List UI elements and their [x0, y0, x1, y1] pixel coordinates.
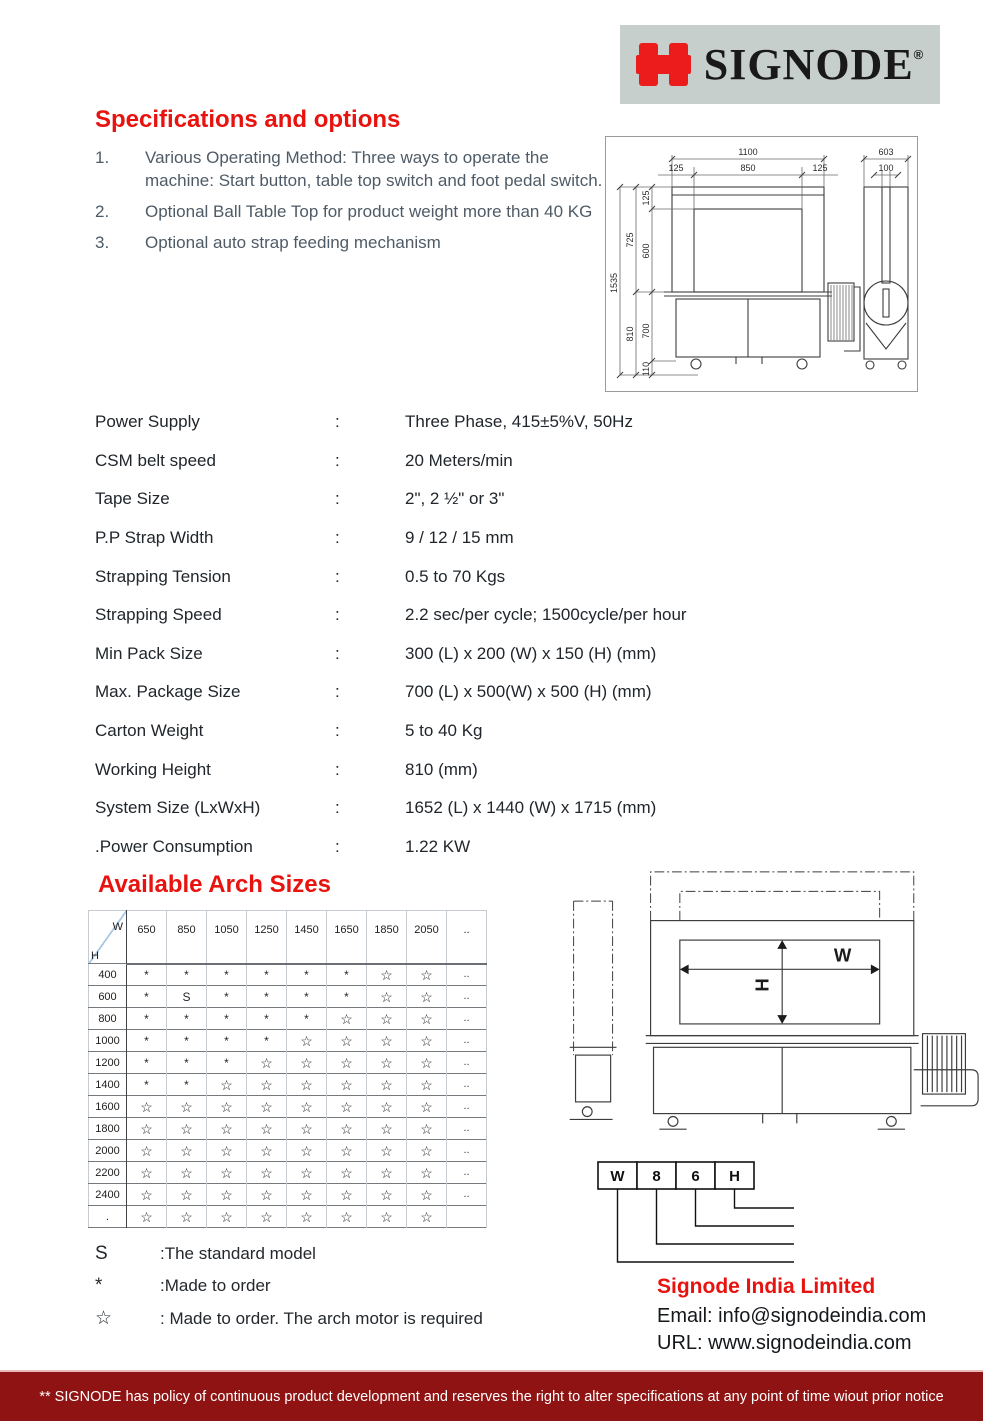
arch-cell: ☆ — [407, 1118, 447, 1140]
arch-cell: ☆ — [367, 1030, 407, 1052]
brand-name: SIGNODE — [703, 39, 914, 89]
arch-cell: .. — [447, 1162, 487, 1184]
spec-separator: : — [335, 412, 340, 432]
arch-cell: ☆ — [247, 1184, 287, 1206]
spec-row — [95, 789, 775, 828]
arch-col-header: 850 — [167, 911, 207, 949]
arch-cell: * — [247, 986, 287, 1008]
spec-separator: : — [335, 489, 340, 509]
spec-value: 1652 (L) x 1440 (W) x 1715 (mm) — [405, 798, 657, 818]
spec-row — [95, 480, 775, 519]
arch-cell: ☆ — [407, 1162, 447, 1184]
arch-cell: S — [167, 986, 207, 1008]
arch-header-spacer — [127, 948, 167, 963]
arch-cell: ☆ — [407, 986, 447, 1008]
model-code-diagram — [588, 1156, 798, 1273]
corner-h-label: H — [91, 950, 99, 962]
arch-cell: ☆ — [367, 1184, 407, 1206]
arch-cell: ☆ — [127, 1140, 167, 1162]
arch-cell: * — [207, 964, 247, 986]
arch-cell: ☆ — [327, 1008, 367, 1030]
arch-cell: * — [167, 1030, 207, 1052]
arch-cell: ☆ — [247, 1206, 287, 1228]
arch-cell: ☆ — [287, 1074, 327, 1096]
model-code-8: 8 — [652, 1168, 661, 1185]
spec-value: Three Phase, 415±5%V, 50Hz — [405, 412, 633, 432]
spec-value: 9 / 12 / 15 mm — [405, 528, 514, 548]
arch-header-spacer — [447, 948, 487, 963]
spec-separator: : — [335, 605, 340, 625]
signode-logo-mark-icon — [636, 43, 694, 87]
arch-cell: * — [327, 964, 367, 986]
spec-table — [95, 403, 775, 866]
legend-symbol: ☆ — [95, 1308, 113, 1329]
list-item-number: 1. — [95, 148, 110, 167]
arch-cell: .. — [447, 1184, 487, 1206]
arch-cell: ☆ — [407, 1030, 447, 1052]
table-row — [89, 1140, 487, 1162]
spec-value: 2.2 sec/per cycle; 1500cycle/per hour — [405, 605, 687, 625]
arch-cell: ☆ — [287, 1140, 327, 1162]
spec-value: 300 (L) x 200 (W) x 150 (H) (mm) — [405, 643, 657, 663]
arch-cell: ☆ — [407, 1008, 447, 1030]
arch-height-label: H — [751, 978, 773, 992]
arch-cell: .. — [447, 1118, 487, 1140]
arch-col-header: 650 — [127, 911, 167, 949]
legend-text: :Made to order — [160, 1276, 271, 1295]
arch-cell: ☆ — [367, 1074, 407, 1096]
arch-cell: .. — [447, 986, 487, 1008]
spec-label: Power Supply — [95, 412, 200, 432]
arch-cell: ☆ — [167, 1184, 207, 1206]
arch-row-header: 2400 — [89, 1184, 127, 1206]
spec-label: Tape Size — [95, 489, 170, 509]
spec-label: Min Pack Size — [95, 643, 203, 663]
arch-row-header: 800 — [89, 1008, 127, 1030]
arch-cell: * — [287, 964, 327, 986]
arch-cell: * — [247, 1008, 287, 1030]
arch-header-spacer — [287, 948, 327, 963]
arch-cell: * — [127, 1074, 167, 1096]
list-item-text: Various Operating Method: Three ways to operate the machine: Start button, table top switch and foot pedal switch. — [145, 148, 603, 190]
arch-cell: * — [127, 986, 167, 1008]
arch-width-label: W — [833, 944, 852, 966]
spec-separator: : — [335, 450, 340, 470]
arch-cell — [447, 1206, 487, 1228]
spec-label: CSM belt speed — [95, 450, 216, 470]
spec-value: 5 to 40 Kg — [405, 721, 483, 741]
arch-cell: * — [287, 986, 327, 1008]
spec-label: Working Height — [95, 759, 211, 779]
arch-row-header: 2000 — [89, 1140, 127, 1162]
arch-table-corner — [89, 911, 127, 964]
arch-cell: ☆ — [287, 1162, 327, 1184]
table-row — [89, 1162, 487, 1184]
arch-cell: * — [127, 1008, 167, 1030]
table-row — [89, 964, 487, 986]
table-row — [89, 1184, 487, 1206]
dim-125-left: 125 — [668, 163, 684, 173]
arch-cell: .. — [447, 1052, 487, 1074]
arch-cell: ☆ — [127, 1206, 167, 1228]
spec-value: 2", 2 ½" or 3" — [405, 489, 505, 509]
model-code-icon — [588, 1156, 798, 1268]
arch-header-spacer — [327, 948, 367, 963]
dim-125-right: 125 — [812, 163, 828, 173]
dim-850: 850 — [740, 163, 756, 173]
arch-cell: ☆ — [207, 1206, 247, 1228]
arch-cell: * — [167, 964, 207, 986]
arch-cell: .. — [447, 1030, 487, 1052]
company-name: Signode India Limited — [657, 1275, 876, 1298]
arch-cell: * — [207, 1030, 247, 1052]
arch-header-spacer — [167, 948, 207, 963]
footer-banner — [0, 1370, 983, 1421]
arch-col-header: 1850 — [367, 911, 407, 949]
arch-header-spacer-row — [89, 948, 487, 963]
table-row — [89, 1096, 487, 1118]
arch-cell: * — [127, 964, 167, 986]
arch-cell: * — [287, 1008, 327, 1030]
list-item-text: Optional auto strap feeding mechanism — [145, 233, 441, 252]
arch-cell: ☆ — [327, 1052, 367, 1074]
arch-cell: ☆ — [167, 1162, 207, 1184]
list-item-number: 2. — [95, 202, 110, 221]
spec-value: 810 (mm) — [405, 759, 478, 779]
arch-cell: ☆ — [407, 1052, 447, 1074]
arch-cell: ☆ — [247, 1052, 287, 1074]
arch-row-header: 400 — [89, 964, 127, 986]
arch-cell: ☆ — [127, 1118, 167, 1140]
arch-cell: ☆ — [407, 1184, 447, 1206]
arch-cell: ☆ — [367, 986, 407, 1008]
arch-cell: * — [207, 1008, 247, 1030]
table-row — [89, 1074, 487, 1096]
arch-row-header: 1000 — [89, 1030, 127, 1052]
arch-cell: * — [327, 986, 367, 1008]
legend-row — [95, 1275, 565, 1297]
arch-cell: ☆ — [367, 964, 407, 986]
spec-separator: : — [335, 798, 340, 818]
list-item — [95, 231, 610, 254]
model-code-6: 6 — [691, 1168, 700, 1185]
arch-cell: ☆ — [327, 1184, 367, 1206]
spec-row — [95, 635, 775, 674]
arch-corner-diagonal — [89, 911, 126, 963]
arch-cell: ☆ — [367, 1096, 407, 1118]
spec-row — [95, 442, 775, 481]
arch-cell: ☆ — [207, 1096, 247, 1118]
arch-cell: ☆ — [327, 1206, 367, 1228]
arch-col-header: 1250 — [247, 911, 287, 949]
arch-cell: ☆ — [327, 1030, 367, 1052]
spec-row — [95, 750, 775, 789]
contact-email[interactable]: Email: info@signodeindia.com — [657, 1305, 927, 1327]
legend-text: : Made to order. The arch motor is required — [160, 1309, 483, 1328]
arch-cell: ☆ — [207, 1162, 247, 1184]
arch-cell: ☆ — [287, 1184, 327, 1206]
arch-cell: ☆ — [247, 1096, 287, 1118]
arch-cell: ☆ — [367, 1140, 407, 1162]
spec-separator: : — [335, 682, 340, 702]
spec-value: 0.5 to 70 Kgs — [405, 566, 506, 586]
arch-row-header: 600 — [89, 986, 127, 1008]
arch-header-row — [89, 911, 487, 949]
arch-cell: ☆ — [287, 1030, 327, 1052]
spec-label: Carton Weight — [95, 721, 204, 741]
spec-row — [95, 673, 775, 712]
arch-cell: ☆ — [287, 1052, 327, 1074]
arch-cell: * — [167, 1052, 207, 1074]
arch-cell: * — [247, 964, 287, 986]
spec-value: 20 Meters/min — [405, 450, 513, 470]
spec-label: P.P Strap Width — [95, 528, 214, 548]
arch-cell: ☆ — [367, 1052, 407, 1074]
dim-700: 700 — [641, 323, 651, 339]
arch-table-body — [89, 964, 487, 1228]
arch-cell: ☆ — [247, 1118, 287, 1140]
arch-cell: ☆ — [367, 1206, 407, 1228]
arch-header-spacer — [207, 948, 247, 963]
arch-cell: ☆ — [167, 1118, 207, 1140]
contact-url[interactable]: URL: www.signodeindia.com — [657, 1332, 912, 1354]
arch-cell: ☆ — [167, 1140, 207, 1162]
arch-cell: ☆ — [207, 1074, 247, 1096]
arch-cell: ☆ — [207, 1118, 247, 1140]
arch-cell: ☆ — [167, 1206, 207, 1228]
table-row — [89, 1052, 487, 1074]
spec-separator: : — [335, 643, 340, 663]
arch-cell: ☆ — [407, 1074, 447, 1096]
arch-row-header: 1400 — [89, 1074, 127, 1096]
dim-110: 110 — [641, 361, 651, 377]
arch-cell: ☆ — [367, 1118, 407, 1140]
table-row — [89, 1118, 487, 1140]
arch-cell: ☆ — [167, 1096, 207, 1118]
arch-cell: * — [247, 1030, 287, 1052]
arch-col-header: 2050 — [407, 911, 447, 949]
dim-810: 810 — [625, 326, 635, 342]
arch-cell: .. — [447, 964, 487, 986]
list-item-number: 3. — [95, 233, 110, 252]
arch-row-header: 1200 — [89, 1052, 127, 1074]
dim-1535: 1535 — [609, 272, 619, 294]
spec-row — [95, 712, 775, 751]
machine-dimension-drawing-icon — [606, 137, 917, 391]
arch-col-header: 1050 — [207, 911, 247, 949]
arch-cell: ☆ — [407, 1206, 447, 1228]
arch-cell: ☆ — [207, 1184, 247, 1206]
arch-cell: ☆ — [207, 1140, 247, 1162]
corner-w-label: W — [112, 921, 123, 933]
arch-cell: ☆ — [127, 1162, 167, 1184]
arch-row-header: 2200 — [89, 1162, 127, 1184]
spec-label: System Size (LxWxH) — [95, 798, 261, 818]
arch-cell: ☆ — [287, 1096, 327, 1118]
dimension-diagram — [605, 136, 918, 392]
legend-row — [95, 1243, 565, 1265]
arch-row-header: . — [89, 1206, 127, 1228]
arch-cell: ☆ — [127, 1184, 167, 1206]
arch-col-header: .. — [447, 911, 487, 949]
dim-725: 725 — [625, 232, 635, 248]
arch-header-spacer — [247, 948, 287, 963]
arch-header-spacer — [367, 948, 407, 963]
arch-cell: * — [207, 1052, 247, 1074]
spec-label: .Power Consumption — [95, 836, 253, 856]
arch-row-header: 1600 — [89, 1096, 127, 1118]
arch-cell: * — [207, 986, 247, 1008]
dim-600: 600 — [641, 243, 651, 259]
arch-cell: .. — [447, 1008, 487, 1030]
model-code-w: W — [610, 1168, 625, 1185]
arch-col-header: 1650 — [327, 911, 367, 949]
dim-125-top: 125 — [641, 190, 651, 206]
arch-cell: ☆ — [247, 1140, 287, 1162]
spec-row — [95, 519, 775, 558]
symbol-legend — [95, 1243, 565, 1340]
arch-cell: * — [127, 1052, 167, 1074]
arch-cell: ☆ — [287, 1206, 327, 1228]
dim-100: 100 — [878, 163, 894, 173]
signode-logo — [620, 25, 940, 104]
arch-col-header: 1450 — [287, 911, 327, 949]
list-item — [95, 146, 610, 192]
spec-row — [95, 596, 775, 635]
arch-cell: * — [167, 1008, 207, 1030]
arch-cell: ☆ — [327, 1118, 367, 1140]
spec-row — [95, 557, 775, 596]
spec-separator: : — [335, 721, 340, 741]
spec-separator: : — [335, 528, 340, 548]
list-item — [95, 200, 610, 223]
arch-cell: ☆ — [327, 1140, 367, 1162]
spec-label: Max. Package Size — [95, 682, 241, 702]
arch-cell: ☆ — [327, 1074, 367, 1096]
arch-cell: ☆ — [247, 1074, 287, 1096]
legend-row — [95, 1307, 565, 1330]
arch-cell: * — [167, 1074, 207, 1096]
model-code-h: H — [729, 1168, 740, 1185]
spec-row — [95, 403, 775, 442]
arch-cell: ☆ — [407, 1096, 447, 1118]
options-list — [95, 146, 610, 262]
spec-separator: : — [335, 836, 340, 856]
spec-label: Strapping Tension — [95, 566, 231, 586]
arch-cell: * — [127, 1030, 167, 1052]
arch-sizes-title: Available Arch Sizes — [98, 871, 331, 898]
arch-table-head — [89, 911, 487, 964]
table-row — [89, 1206, 487, 1228]
spec-separator: : — [335, 566, 340, 586]
arch-cell: ☆ — [327, 1162, 367, 1184]
arch-cell: ☆ — [407, 964, 447, 986]
legend-symbol: S — [95, 1243, 108, 1264]
arch-machine-diagram-icon — [558, 860, 982, 1143]
footer-text: ** SIGNODE has policy of continuous product development and reserves the right to alter specifications at any point of time wiout prior notice — [39, 1388, 944, 1405]
arch-cell: .. — [447, 1140, 487, 1162]
legend-symbol: * — [95, 1275, 103, 1296]
brand-wordmark — [703, 39, 925, 89]
arch-cell: ☆ — [327, 1096, 367, 1118]
spec-value: 1.22 KW — [405, 836, 471, 856]
dim-1100: 1100 — [738, 147, 758, 157]
spec-value: 700 (L) x 500(W) x 500 (H) (mm) — [405, 682, 652, 702]
legend-text: :The standard model — [160, 1244, 316, 1263]
arch-cell: .. — [447, 1074, 487, 1096]
arch-cell: .. — [447, 1096, 487, 1118]
spec-separator: : — [335, 759, 340, 779]
arch-cell: ☆ — [247, 1162, 287, 1184]
table-row — [89, 1030, 487, 1052]
arch-cell: ☆ — [407, 1140, 447, 1162]
table-row — [89, 986, 487, 1008]
arch-cell: ☆ — [367, 1008, 407, 1030]
list-item-text: Optional Ball Table Top for product weight more than 40 KG — [145, 202, 593, 221]
arch-header-spacer — [407, 948, 447, 963]
table-row — [89, 1008, 487, 1030]
spec-label: Strapping Speed — [95, 605, 222, 625]
arch-row-header: 1800 — [89, 1118, 127, 1140]
contact-block — [657, 1275, 926, 1357]
arch-cell: ☆ — [127, 1096, 167, 1118]
arch-cell: ☆ — [287, 1118, 327, 1140]
arch-size-table — [88, 910, 487, 1228]
dim-603: 603 — [878, 147, 894, 157]
page-title: Specifications and options — [95, 106, 401, 133]
registered-mark-icon: ® — [913, 46, 925, 62]
arch-cell: ☆ — [367, 1162, 407, 1184]
